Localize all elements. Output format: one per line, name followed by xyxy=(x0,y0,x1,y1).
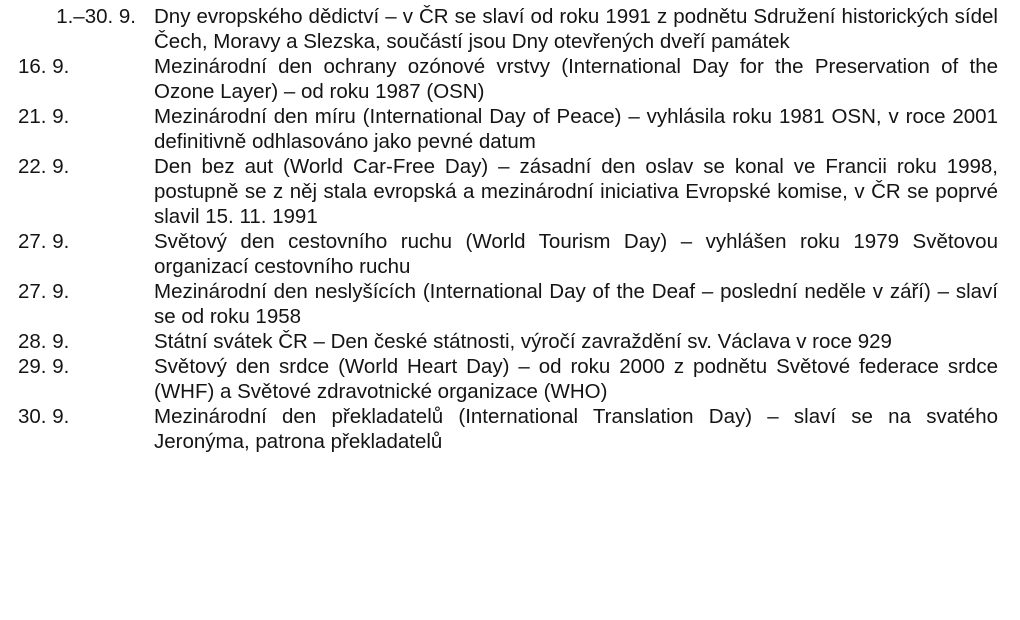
entry-date: 27. 9. xyxy=(18,230,70,253)
description-line: Dny evropského dědictví – v ČR se slaví od roku 1991 z podnětu Sdružení xyxy=(154,5,836,28)
entry-date: 22. 9. xyxy=(18,155,70,178)
entry-description xyxy=(154,54,998,104)
entry-description xyxy=(154,329,998,354)
calendar-entry xyxy=(18,154,998,229)
calendar-entry xyxy=(18,54,998,104)
description-line: se na svatého Jeronýma, patrona překladatelů xyxy=(154,405,999,453)
description-line: Mezinárodní den neslyšících (International Day of the Deaf – poslední xyxy=(154,280,798,303)
calendar-entry xyxy=(18,329,998,354)
entry-date: 28. 9. xyxy=(18,330,70,353)
calendar-entry xyxy=(18,104,998,154)
description-line: federace srdce (WHF) a Světové zdravotnické organizace (WHO) xyxy=(154,355,998,403)
description-line: Státní svátek ČR – Den české státnosti, výročí zavraždění sv. Václava xyxy=(154,330,791,353)
description-line: Mezinárodní den ochrany ozónové vrstvy (International Day for the xyxy=(154,55,804,78)
description-line: Den bez aut (World Car-Free Day) – zásadní den oslav se konal ve Francii xyxy=(154,155,887,178)
calendar-entry xyxy=(18,279,998,329)
description-line: Světový den srdce (World Heart Day) – od roku 2000 z podnětu Světové xyxy=(154,355,851,378)
entry-description xyxy=(154,279,998,329)
description-line: historických sídel Čech, Moravy a Slezska, součástí jsou Dny otevřených xyxy=(154,5,998,53)
entry-date: 30. 9. xyxy=(18,405,70,428)
entry-date: 1.–30. 9. xyxy=(56,5,136,28)
description-line: Evropské komise, v ČR se poprvé slavil 15. 11. 1991 xyxy=(154,180,998,228)
description-line: v roce 929 xyxy=(796,330,892,353)
calendar-entry xyxy=(18,354,998,404)
description-line: roku 1998, postupně se z něj stala evropská a mezinárodní iniciativa xyxy=(154,155,998,203)
entry-description xyxy=(154,154,998,229)
description-line: Mezinárodní den míru (International Day of Peace) – vyhlásila roku 1981 xyxy=(154,105,825,128)
entry-description xyxy=(154,4,998,54)
entry-date: 29. 9. xyxy=(18,355,70,378)
entry-description xyxy=(154,404,998,454)
september-calendar-list xyxy=(18,4,998,454)
entry-description xyxy=(154,354,998,404)
description-line: neděle v září) – slaví se od roku 1958 xyxy=(154,280,998,328)
calendar-entry xyxy=(18,229,998,279)
description-line: Světovou organizací cestovního ruchu xyxy=(154,230,998,278)
calendar-entry xyxy=(18,404,998,454)
entry-date: 16. 9. xyxy=(18,55,70,78)
entry-description xyxy=(154,104,998,154)
calendar-entry xyxy=(18,4,998,54)
entry-date: 21. 9. xyxy=(18,105,70,128)
entry-description xyxy=(154,229,998,279)
entry-date: 27. 9. xyxy=(18,280,70,303)
description-line: Světový den cestovního ruchu (World Tourism Day) – vyhlášen roku 1979 xyxy=(154,230,900,253)
description-line: OSN, v roce 2001 definitivně odhlasováno jako pevné datum xyxy=(154,105,998,153)
description-line: Mezinárodní den překladatelů (International Translation Day) – slaví xyxy=(154,405,837,428)
description-line: Preservation of the Ozone Layer) – od roku 1987 (OSN) xyxy=(154,55,998,103)
description-line: dveří památek xyxy=(659,30,790,53)
